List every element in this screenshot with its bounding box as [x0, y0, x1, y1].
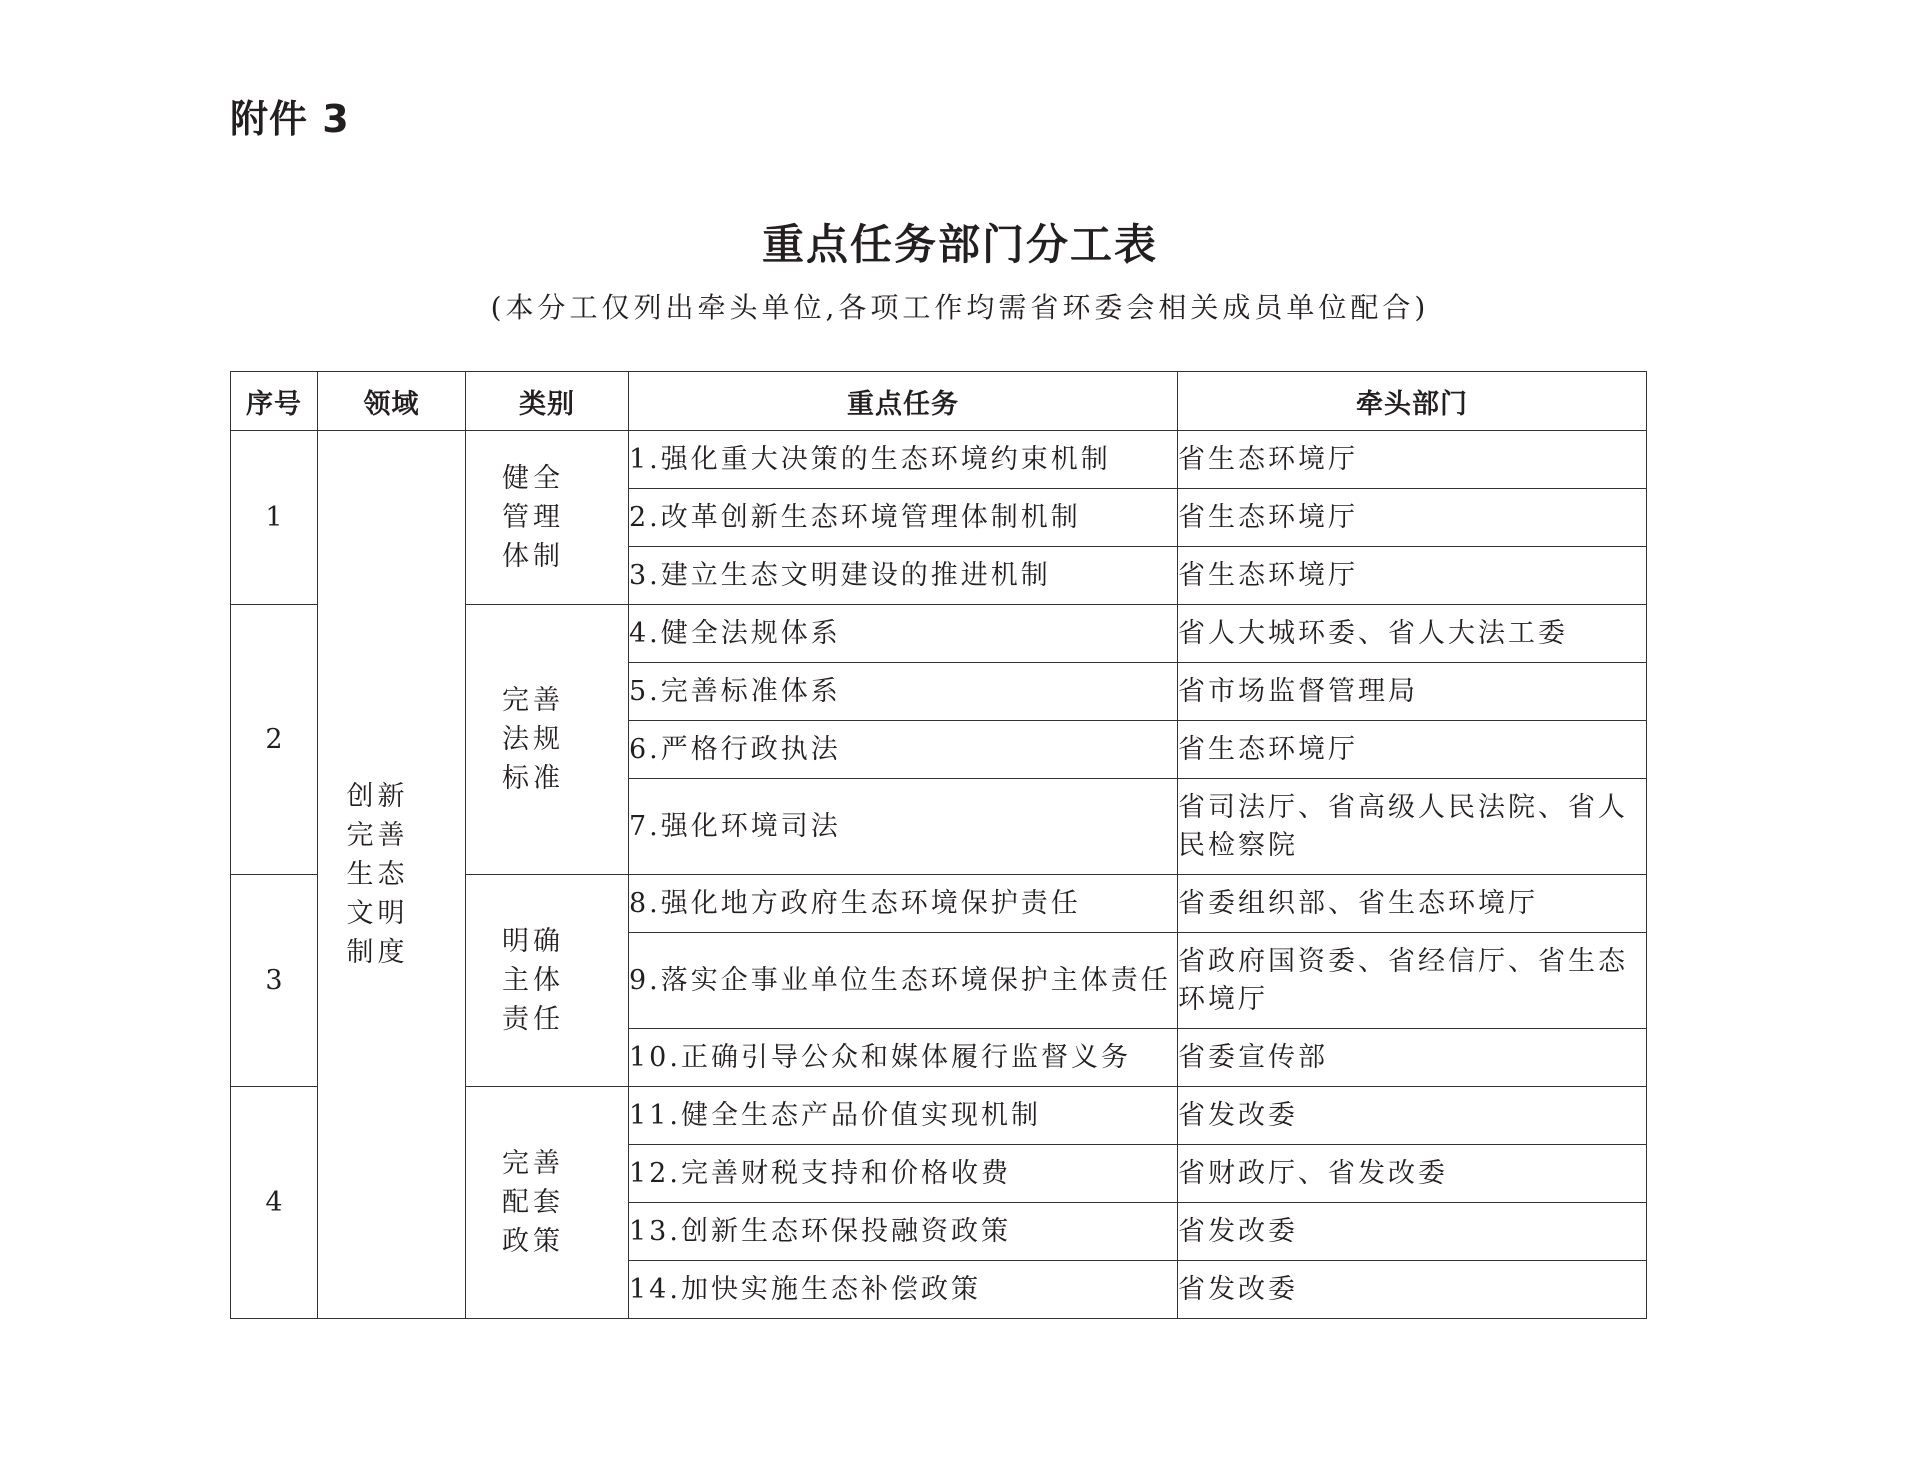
header-dept: 牵头部门: [1178, 372, 1647, 431]
task-cell: 5.完善标准体系: [629, 663, 1178, 721]
header-task: 重点任务: [629, 372, 1178, 431]
dept-cell: 省委组织部、省生态环境厅: [1178, 875, 1647, 933]
task-cell: 10.正确引导公众和媒体履行监督义务: [629, 1029, 1178, 1087]
task-cell: 9.落实企事业单位生态环境保护主体责任: [629, 933, 1178, 1029]
header-category: 类别: [466, 372, 629, 431]
category-label: 明确主体责任: [502, 926, 564, 1035]
header-field: 领域: [318, 372, 466, 431]
dept-cell: 省发改委: [1178, 1087, 1647, 1145]
dept-cell: 省生态环境厅: [1178, 547, 1647, 605]
dept-cell: 省发改委: [1178, 1261, 1647, 1319]
field-cell: [318, 431, 466, 1319]
task-division-table: [230, 371, 1647, 1319]
task-cell: 13.创新生态环保投融资政策: [629, 1203, 1178, 1261]
task-cell: 12.完善财税支持和价格收费: [629, 1145, 1178, 1203]
category-cell: [466, 605, 629, 875]
dept-cell: 省财政厅、省发改委: [1178, 1145, 1647, 1203]
seq-cell: 4: [231, 1087, 318, 1319]
category-cell: [466, 875, 629, 1087]
task-cell: 1.强化重大决策的生态环境约束机制: [629, 431, 1178, 489]
task-cell: 6.严格行政执法: [629, 721, 1178, 779]
task-cell: 4.健全法规体系: [629, 605, 1178, 663]
dept-cell: 省委宣传部: [1178, 1029, 1647, 1087]
category-label: 健全管理体制: [502, 463, 564, 572]
category-cell: [466, 1087, 629, 1319]
task-cell: 2.改革创新生态环境管理体制机制: [629, 489, 1178, 547]
header-seq: 序号: [231, 372, 318, 431]
task-cell: 7.强化环境司法: [629, 779, 1178, 875]
category-label: 完善法规标准: [502, 685, 564, 794]
seq-cell: 1: [231, 431, 318, 605]
dept-cell: 省发改委: [1178, 1203, 1647, 1261]
seq-cell: 3: [231, 875, 318, 1087]
dept-cell: 省政府国资委、省经信厅、省生态环境厅: [1178, 933, 1647, 1029]
page-title: 重点任务部门分工表: [761, 220, 1158, 269]
dept-cell: 省人大城环委、省人大法工委: [1178, 605, 1647, 663]
field-label: 创新完善生态文明制度: [346, 781, 409, 968]
task-cell: 3.建立生态文明建设的推进机制: [629, 547, 1178, 605]
page-subtitle: (本分工仅列出牵头单位,各项工作均需省环委会相关成员单位配合): [490, 291, 1430, 324]
attachment-label: 附件 3: [230, 97, 350, 141]
dept-cell: 省生态环境厅: [1178, 431, 1647, 489]
category-cell: [466, 431, 629, 605]
seq-cell: 2: [231, 605, 318, 875]
task-cell: 14.加快实施生态补偿政策: [629, 1261, 1178, 1319]
dept-cell: 省生态环境厅: [1178, 489, 1647, 547]
task-cell: 8.强化地方政府生态环境保护责任: [629, 875, 1178, 933]
dept-cell: 省生态环境厅: [1178, 721, 1647, 779]
category-label: 完善配套政策: [502, 1148, 564, 1257]
dept-cell: 省市场监督管理局: [1178, 663, 1647, 721]
dept-cell: 省司法厅、省高级人民法院、省人民检察院: [1178, 779, 1647, 875]
table-header-row: [231, 372, 1647, 431]
task-cell: 11.健全生态产品价值实现机制: [629, 1087, 1178, 1145]
table-row: [231, 431, 1647, 489]
